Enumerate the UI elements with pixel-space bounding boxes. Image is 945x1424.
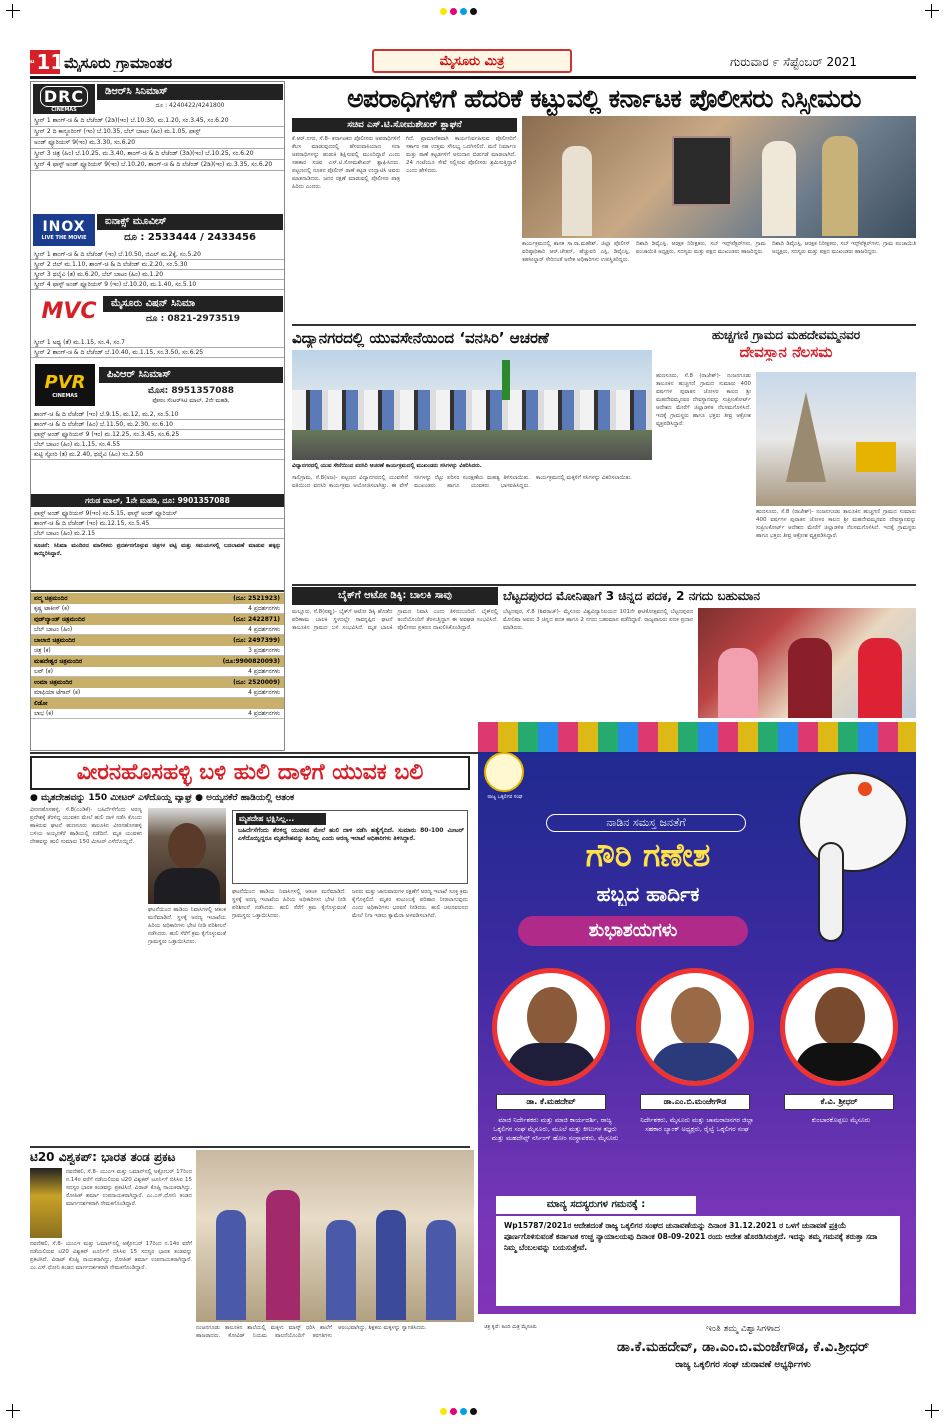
cinema-note: ಸೂಚನೆ: ಸಿನಿಮಾ ಮಂದಿರದ ಮಾಲೀಕರು ಪ್ರದರ್ಶನಗೊಳ್ಳುವ ಚಿತ್ರಗಳ ಪಟ್ಟಿ ಮತ್ತು ಸಮಯಗಳಲ್ಲಿ ಬದಲಾವಣೆ ಮಾಡುವ ಹಕ್ಕನ್ನು ಕಾಯ್ದಿರಿಸಿದ್ದಾರೆ. xyxy=(34,543,281,557)
theater-shows: 4 ಪ್ರದರ್ಶನಗಳು xyxy=(248,710,280,717)
story7-text-b: ನವದೆಹಲಿ, ಸೆ.8- ಯುಎಇ ಮತ್ತು ಒಮಾನ್‌ನಲ್ಲಿ ಅಕ್ಟೋಬರ್ 17ರಿಂದ ನ.14ರ ವರೆಗೆ ನಡೆಯಲಿರುವ ಟಿ20 ವಿಶ್ವಕಪ್ ಟೂರ್ನಿಗೆ ಬಿಸಿಸಿಐ 15 ಸದಸ್ಯರ ಭಾರತ ತಂಡವನ್ನು ಪ್ರಕಟಿಸಿದೆ. ವಿರಾಟ್ ಕೊಹ್ಲಿ ನಾಯಕರಾಗಿದ್ದು, ರೋಹಿತ್ ಶರ್ಮಾ ಉಪನಾಯಕರಾಗಿದ್ದಾರೆ. ಎಂ.ಎಸ್.ಧೋನಿ ತಂಡದ ಮಾರ್ಗದರ್ಶಕರಾಗಿ ನೇಮಕಗೊಂಡಿದ್ದಾರೆ. xyxy=(30,1241,192,1271)
page-label: ಪುಟ xyxy=(25,58,35,65)
face-shape xyxy=(671,987,721,1047)
person-1-name: ಡಾ. ಕೆ.ಮಹದೇವ್ xyxy=(496,1094,606,1110)
story1-subhead: ಸಚಿವ ಎಸ್.ಟಿ.ಸೋಮಶೇಖರ್ ಶ್ಲಾಘನೆ xyxy=(292,118,517,132)
student-shape xyxy=(216,1210,246,1320)
suit-shape xyxy=(651,1043,741,1086)
theater-name: ಬಾಲಾಜಿ ಚಿತ್ರಮಂದಿರ xyxy=(34,637,76,644)
page-number-badge xyxy=(25,50,65,74)
ganesha-illustration xyxy=(778,762,912,952)
drc-logo-text: DRC xyxy=(40,86,88,107)
story2-text: ಸಾಲಿಗ್ರಾಮ, ಸೆ.8(ಅಜ)- ಪಟ್ಟಣದ ವಿದ್ಯಾನಗರದಲ್ಲಿ ಯುವಸೇನೆ ವತಿಯಿಂದ ವನಸಿರಿ ಕಾರ್ಯಕ್ರಮ ಆಯೋಜಿಸಲಾಗಿತ್ತು. ಈ ವೇಳೆ ಸಸಿಗಳನ್ನು ನೆಟ್ಟು ಪರಿಸರ ಸಂರಕ್ಷಣೆಯ ಮಹತ್ವ ತಿಳಿಸಲಾಯಿತು. ಮುಖಂಡರು ಹಾಗೂ ಯುವಕರು ಭಾಗವಹಿಸಿದ್ದರು. ಕಾರ್ಯಕ್ರಮದಲ್ಲಿ ಮಕ್ಕಳಿಗೆ ಸಸಿಗಳನ್ನು ವಿತರಿಸಲಾಯಿತು. xyxy=(292,475,632,489)
story-divider xyxy=(292,324,916,326)
ad-greeting: ನಾಡಿನ ಸಮಸ್ತ ಜನತೆಗೆ xyxy=(546,814,746,832)
notice-text: Wp15787/2021ರ ಆದೇಶದಂತೆ ರಾಜ್ಯ ಒಕ್ಕಲಿಗರ ಸಂಘದ ಚುನಾವಣೆಯನ್ನು ದಿನಾಂಕ 31.12.2021 ರ ಒಳಗೆ ಚುನಾವಣೆ ಪ್ರಕ್ರಿಯೆ ಪೂರ್ಣಗೊಳಿಸುವಂತೆ ಕರ್ನಾಟಕ ಉಚ್ಚ ನ್ಯಾಯಾಲಯವು ದಿನಾಂಕ 08-09-2021 ರಂದು ಆದೇಶ ಹೊರಡಿಸಿರುತ್ತದೆ. ಇದನ್ನು ತಮ್ಮ ಗಮನಕ್ಕೆ ತರುತ್ತಾ ಸದಾ ನಿಮ್ಮ ಬೆಂಬಲವನ್ನು ಬಯಸುತ್ತೇವೆ. xyxy=(496,1216,900,1306)
plaque-shape xyxy=(672,136,732,206)
story7-headline: ಟಿ20 ವಿಶ್ವಕಪ್: ಭಾರತ ತಂಡ ಪ್ರಕಟ xyxy=(30,1150,176,1164)
theater-header xyxy=(31,656,284,667)
theater-name: ಪದ್ಮ ಚಿತ್ರಮಂದಿರ xyxy=(34,595,68,602)
schedule-row: ಫಾಸ್ಟ್ ಅಂಡ್ ಫ್ಯೂರಿಯಸ್ 9(ಇಂ) ಸಂ.5.15, ಫಾಸ್ಟ್ ಅಂಡ್ ಫ್ಯೂರಿಯಸ್ xyxy=(31,509,284,519)
theater-header xyxy=(31,635,284,646)
theater-name: ವುಡ್‌ಲ್ಯಾಂಡ್ ಚಿತ್ರಮಂದಿರ xyxy=(34,616,85,623)
schedule-row: ಸ್ಕ್ರೀನ್ 3 ಚಿತ್ರ (ಹಿಂ) ಬೆ.10.25, ಮ.3.40, ಶಾಂಗ್-ಚಿ & ದಿ ಲೆಜೆಂಡ್ (3ಡಿ)(ಇಂ) ಬೆ.10.25, ಸಂ.6.20 xyxy=(31,149,284,160)
masthead xyxy=(372,49,572,73)
schedule-row: ಕುಟ್ಟಿ ಸ್ಟೋರಿ (ತ) ಮ.2.40, ಥಲೈವಿ (ಹಿಂ) ಸಂ.2.50 xyxy=(31,450,284,460)
theater-header xyxy=(31,698,284,709)
story5-headline: ಬೆಟ್ಟದಪುರದ ಮೋನಿಷಾಗೆ 3 ಚಿನ್ನದ ಪದಕ, 2 ನಗದು ಬಹುಮಾನ xyxy=(503,589,761,603)
theater-movie: ಚಿತ್ರ (ಕ) xyxy=(34,647,51,654)
sidebar-text: ಬಹಿರ್ದೆಸೆಗೆಂದು ತೆರಳಿದ್ದ ಯುವಕನ ಮೇಲೆ ಹುಲಿ ದಾಳಿ ನಡೆಸಿ ಹತ್ಯೆಗೈದಿದೆ. ಸುಮಾರು 80-100 ಮೀಟರ್ ಎಳೆದೊಯ್ದಿದ್ದರೂ ಮೃತದೇಹವನ್ನು ತಿಂದಿಲ್ಲ ಎಂದು ಅರಣ್ಯ ಇಲಾಖೆ ಅಧಿಕಾರಿಗಳು ತಿಳಿಸಿದ್ದಾರೆ. xyxy=(238,827,464,842)
story6-text-col3: ಘಟನೆಯಿಂದ ಹಾಡಿಯ ನಿವಾಸಿಗಳಲ್ಲಿ ಆತಂಕ ಮನೆಮಾಡಿದೆ. ಸ್ಥಳಕ್ಕೆ ಅರಣ್ಯ ಇಲಾಖೆಯ ಹಿರಿಯ ಅಧಿಕಾರಿಗಳು ಭೇಟಿ ನೀಡಿ ಪರಿಶೀಲನೆ ನಡೆಸಿದರು. ಹುಲಿ ಸೆರೆಗೆ ಕ್ರಮ ಕೈಗೊಳ್ಳುವಂತೆ ಗ್ರಾಮಸ್ಥರು ಒತ್ತಾಯಿಸಿದರು. xyxy=(232,889,346,919)
story1-headline: ಅಪರಾಧಿಗಳಿಗೆ ಹೆದರಿಕೆ ಕಟ್ಟುವಲ್ಲಿ ಕರ್ನಾಟಕ ಪೊಲೀಸರು ನಿಸ್ಸೀಮರು xyxy=(347,84,861,113)
schedule-row: ಸ್ಕ್ರೀನ್ 4 ಫಾಸ್ಟ್ ಅಂಡ್ ಫ್ಯೂರಿಯಸ್ 9(ಇಂ) ಬೆ.10.20, ಶಾಂಗ್-ಚಿ & ದಿ ಲೆಜೆಂಡ್ (2ಡಿ)(ಇಂ) ಮ.3.35, ಸಂ.6.20 xyxy=(31,160,284,171)
story3-text-cont: ಹುಣಸೂರು, ಸೆ.8 (ರಾಜೇಶ್)- ನಂಜನಗೂಡು ತಾಲೂಕಿನ ಹುಚ್ಚಗಣಿ ಗ್ರಾಮದ ಸುಮಾರು 400 ವರ್ಷಗಳ ಪುರಾತನ ಚೋಳರ ಕಾಲದ ಶ್ರೀ ಮಹದೇವಮ್ಮನವರ ದೇವಸ್ಥಾನವನ್ನು ಸುಪ್ರೀಂಕೋರ್ಟ್ ಆದೇಶದ ಮೇರೆಗೆ ಜಿಲ್ಲಾಡಳಿತ ನೆಲಸಮಗೊಳಿಸಿದೆ. ಇದಕ್ಕೆ ಗ್ರಾಮಸ್ಥರು ಹಾಗೂ ಭಕ್ತರು ತೀವ್ರ ಆಕ್ರೋಶ ವ್ಯಕ್ತಪಡಿಸಿದ್ದಾರೆ. xyxy=(756,509,916,539)
person-shape xyxy=(718,648,758,718)
schedule-row: ಸ್ಕ್ರೀನ್ 2 ದಿ ಕಾನ್ಜೂರಿಂಗ್ (ಇಂ) ಬೆ.10.35, ಬೆಲ್ ಬಾಟಂ (ಹಿಂ) ಮ.1.05, ಫಾಸ್ಟ್ xyxy=(31,127,284,138)
story6-text-col2: ಘಟನೆಯಿಂದ ಹಾಡಿಯ ನಿವಾಸಿಗಳಲ್ಲಿ ಆತಂಕ ಮನೆಮಾಡಿದೆ. ಸ್ಥಳಕ್ಕೆ ಅರಣ್ಯ ಇಲಾಖೆಯ ಹಿರಿಯ ಅಧಿಕಾರಿಗಳು ಭೇಟಿ ನೀಡಿ ಪರಿಶೀಲನೆ ನಡೆಸಿದರು. ಹುಲಿ ಸೆರೆಗೆ ಕ್ರಮ ಕೈಗೊಳ್ಳುವಂತೆ ಗ್ರಾಮಸ್ಥರು ಒತ್ತಾಯಿಸಿದರು. xyxy=(148,907,226,945)
story6-headline: ವೀರನಹೊಸಹಳ್ಳಿ ಬಳಿ ಹುಲಿ ದಾಳಿಗೆ ಯುವಕ ಬಲಿ xyxy=(76,760,424,785)
registration-mark xyxy=(925,4,939,18)
schedule-row: ಸ್ಕ್ರೀನ್ 4 ಫಾಸ್ಟ್ ಅಂಡ್ ಫ್ಯೂರಿಯಸ್ 9 (ಇಂ) ಬೆ.10.20, ಮ.1.40, ಸಂ.5.10 xyxy=(31,280,284,290)
story4-text: ಮಲ್ಲೂರು, ಸೆ.8(ಪಪ್ಪು)- ಬೈಕ್‌ಗೆ ಆಟೋ ಡಿಕ್ಕಿ ಹೊಡೆದ ಪರಿಣಾಮ ಬಾಲಕಿ ಸ್ಥಳದಲ್ಲೇ ಸಾವನ್ನಪ್ಪಿದ ಘಟನೆ ತಾಲೂಕಿನ ಗ್ರಾಮದ ಬಳಿ ಸಂಭವಿಸಿದೆ. ಮೃತ ಬಾಲಕಿ ಗ್ರಾಮದ ನಿವಾಸಿ ಎಂದು ತಿಳಿದುಬಂದಿದೆ. ಬೈಕ್‌ನಲ್ಲಿ ತಂದೆಯೊಂದಿಗೆ ತೆರಳುತ್ತಿದ್ದಾಗ ಈ ಅವಘಡ ಸಂಭವಿಸಿದೆ. ಪೊಲೀಸರು ಪ್ರಕರಣ ದಾಖಲಿಸಿಕೊಂಡಿದ್ದಾರೆ. xyxy=(292,609,498,631)
portrait-2 xyxy=(636,968,754,1086)
suit-shape xyxy=(507,1043,597,1086)
story6-text-col1: ವೀರನಹೊಸಹಳ್ಳಿ, ಸೆ.8(ಎಂಡಿಕೆ)- ಬಹಿರ್ದೆಸೆಗೆಂದು ಅರಣ್ಯ ಪ್ರದೇಶಕ್ಕೆ ತೆರಳಿದ್ದ ಯುವಕನ ಮೇಲೆ ಹುಲಿ ದಾಳಿ ನಡೆಸಿ ಕೊಂದು ಹಾಕಿರುವ ಘಟನೆ ಹುಣಸೂರು ತಾಲೂಕಿನ ವೀರನಹೊಸಹಳ್ಳಿ ಬಳಿಯ ಅಯ್ಯನಕೆರೆ ಹಾಡಿಯಲ್ಲಿ ನಡೆದಿದೆ. ಮೃತ ಯುವಕನ ದೇಹವನ್ನು ಹುಲಿ ಸುಮಾರು 150 ಮೀಟರ್ ಎಳೆದೊಯ್ದಿದೆ. xyxy=(30,807,142,845)
teacher-shape xyxy=(266,1190,300,1320)
story1-text-col5: ದಿಶಾದಿ ಡಿವೈಎಸ್ಪಿ, ಆರಕ್ಷಕ ನಿರೀಕ್ಷಕರು, ಸಬ್ ಇನ್ಸ್‌ಪೆಕ್ಟರ್‌ಗಳು, ಗ್ರಾಮ ಪಂಚಾಯಿತಿ ಅಧ್ಯಕ್ಷರು, ಸದಸ್ಯರು ಮತ್ತು ಪಕ್ಷದ ಮುಖಂಡರು ಹಾಜರಿದ್ದರು. xyxy=(772,241,916,255)
temple-shape xyxy=(786,392,826,482)
theater-shows: 4 ಪ್ರದರ್ಶನಗಳು xyxy=(248,689,280,696)
inox-logo xyxy=(33,214,95,246)
theater-shows: 4 ಪ್ರದರ್ಶನಗಳು xyxy=(248,668,280,675)
theater-movie: ಬೆಲ್ ಬಾಟಂ (ಹಿಂ) xyxy=(34,626,73,633)
face-shape xyxy=(168,823,206,869)
theater-movie: ಕೃಷ್ಣ ಟಾಕೀಸ್ (ಕ) xyxy=(34,605,70,612)
sidebar-box xyxy=(232,810,468,884)
story4-headline: ಬೈಕ್‌ಗೆ ಆಟೋ ಡಿಕ್ಕಿ: ಬಾಲಕಿ ಸಾವು xyxy=(292,587,498,605)
schedule-row: ಫಾಸ್ಟ್ ಅಂಡ್ ಫ್ಯೂರಿಯಸ್ 9 (ಇಂ) ಮ.12.25, ಸಂ.3.45, ಸಂ.6.25 xyxy=(31,430,284,440)
police-person-shape xyxy=(822,136,858,236)
ad-footer-line3: ರಾಜ್ಯ ಒಕ್ಕಲಿಗರ ಸಂಘ ಚುನಾವಣೆ ಅಭ್ಯರ್ಥಿಗಳು xyxy=(675,1360,811,1370)
mvc-title: ಮೈಸೂರು ವಿಷನ್ ಸಿನಿಮಾ xyxy=(103,296,283,312)
face-shape xyxy=(527,987,577,1047)
notice-title: ಮಾನ್ಯ ಸದಸ್ಯರುಗಳ ಗಮನಕ್ಕೆ : xyxy=(496,1196,696,1214)
story1-text-col1: ಕೆ.ಆರ್.ನಗರ, ಸೆ.8- ಕರ್ನಾಟಕದ ಪೊಲೀಸರು ಅಪರಾಧಿಗಳಿಗೆ ಕೆಲಸ ಮಾಡುವುದರಲ್ಲಿ ಹೆಸರುವಾಸಿಯಾದ ಸದಾ ಅಪರಾಧಿಗಳನ್ನು ಹುಡುಕಿ ಶಿಕ್ಷಿಸುವಲ್ಲಿ ಮುಂದಿದ್ದಾರೆ ಎಂದು ಸಹಕಾರ ಸಚಿವ ಎಸ್.ಟಿ.ಸೋಮಶೇಖರ್ ಶ್ಲಾಘಿಸಿದರು. ಪಟ್ಟಣದಲ್ಲಿ ನೂತನ ಪೊಲೀಸ್ ಠಾಣೆ ಕಟ್ಟಡ ಉದ್ಘಾಟಿಸಿ ಅವರು ಮಾತನಾಡಿದರು. ಜನರ ರಕ್ಷಣೆ ಮಾಡುವಲ್ಲಿ ಪೊಲೀಸರ ಪಾತ್ರ ಹಿರಿದು ಎಂದರು. xyxy=(292,136,400,190)
pvr-title: ಪಿವಿಆರ್ ಸಿನಿಮಾಸ್ xyxy=(99,367,283,383)
ad-line2: ಹಬ್ಬದ ಹಾರ್ದಿಕ xyxy=(596,882,700,906)
pvr-logo-text: PVR xyxy=(44,371,86,393)
person-3-desc: ಕುಂಬಾರಕೊಪ್ಪಲು ಮೈಸೂರು xyxy=(811,1116,871,1124)
cinema-divider xyxy=(31,590,284,592)
page-number: 11 xyxy=(36,50,65,74)
ad-footer-left: ಚಿತ್ರ ಕೃಪೆ: ಹಿಂದಿ ಮಿತ್ರ ಮೈಸೂರು xyxy=(484,1324,537,1330)
header-rule xyxy=(30,76,916,79)
ganesha-tilak xyxy=(858,782,872,796)
inox-title: ಐನಾಕ್ಸ್ ಮೂವೀಸ್ xyxy=(97,214,283,230)
theater-phone: (ದೂ: 2520009) xyxy=(233,679,280,686)
theater-name: ಉಮಾ ಚಿತ್ರಮಂದಿರ xyxy=(34,679,73,686)
schedule-row: ಸ್ಕ್ರೀನ್ 2 ಶಾಂಗ್-ಚಿ & ದಿ ಲೆಜೆಂಡ್ ಬೆ.10.40, ಮ.1.15, ಸಂ.3.50, ಸಂ.6.25 xyxy=(31,348,284,358)
excavator-shape xyxy=(856,442,896,472)
issue-date: ಗುರುವಾರ ೯ ಸೆಪ್ಟೆಂಬರ್ 2021 xyxy=(730,55,858,69)
schedule-row: ಅಂಡ್ ಫ್ಯೂರಿಯಸ್ 9(ಇಂ) ಮ.3.30, ಸಂ.6.20 xyxy=(31,138,284,149)
theater-phone: (ದೂ: 2497399) xyxy=(233,637,280,644)
theater-header xyxy=(31,614,284,625)
story2-caption: ವಿದ್ಯಾನಗರದಲ್ಲಿ ಯುವ ಸೇನೆಯಿಂದ ವನಸಿರಿ ಆಚರಣೆ ಕಾರ್ಯಕ್ರಮದಲ್ಲಿ ಮುಖಂಡರು ಸಸಿಗಳನ್ನು ವಿತರಿಸಿದರು. xyxy=(292,463,482,469)
story3-headline-b: ದೇವಸ್ಥಾನ ನೆಲಸಮ xyxy=(739,343,833,361)
schedule-row: ಶಾಂಗ್-ಚಿ & ದಿ ಲೆಜೆಂಡ್ (ಇಂ) ಮ.12.15, ಸಂ.5.45 xyxy=(31,519,284,529)
theater-header xyxy=(31,593,284,604)
story1-text-col4: ದಿಶಾದಿ ಡಿವೈಎಸ್ಪಿ, ಆರಕ್ಷಕ ನಿರೀಕ್ಷಕರು, ಸಬ್ ಇನ್ಸ್‌ಪೆಕ್ಟರ್‌ಗಳು, ಗ್ರಾಮ ಪಂಚಾಯಿತಿ ಅಧ್ಯಕ್ಷರು, ಸದಸ್ಯರು ಮತ್ತು ಪಕ್ಷದ ಮುಖಂಡರು ಹಾಜರಿದ್ದರು. xyxy=(636,241,766,255)
person-shape xyxy=(562,146,592,236)
registration-mark xyxy=(6,1404,20,1418)
schedule-row: ಸ್ಕ್ರೀನ್ 2 ಜಿಲ್ ಮ.1.10, ಶಾಂಗ್-ಚಿ & ದಿ ಲೆಜೆಂಡ್ ಮ.2.20, ಸಂ.5.30 xyxy=(31,260,284,270)
ad-footer xyxy=(478,1314,916,1398)
victim-photo xyxy=(148,808,226,904)
ganesha-trunk xyxy=(818,842,844,942)
inox-logo-sub: LIVE THE MOVIE xyxy=(41,235,87,241)
portrait-3 xyxy=(780,968,898,1086)
person-shape xyxy=(858,638,902,718)
gold-cinema-title: ಗರುಡ ಮಾಲ್, 1ನೇ ಮಹಡಿ, ದೂ: 9901357088 xyxy=(31,494,284,507)
ad-title: ಗೌರಿ ಗಣೇಶ xyxy=(585,836,711,874)
schedule-row: ಬೆಲ್ ಬಾಟಂ (ಹಿಂ) ಮ.1.15, ಸಂ.4.55 xyxy=(31,440,284,450)
pvr-address: ಫೋರಂ ಸೆಂಟರ್‌ಸಿಟಿ ಮಾಲ್, 2ನೇ ಮಹಡಿ, xyxy=(152,398,230,404)
schedule-row: ಸ್ಕ್ರೀನ್ 1 ಶಾಂಗ್-ಚಿ & ದಿ ಲೆಜೆಂಡ್ (ಇಂ) ಬೆ.10.50, ಜಿಎಲ್ ಮ.2ಕ್ಕೆ, ಸಂ.5.20 xyxy=(31,250,284,260)
student-shape xyxy=(376,1210,406,1320)
drc-logo-sub: CINEMAS xyxy=(51,106,77,113)
story3-headline xyxy=(656,328,916,368)
section-title: ಮೈಸೂರು ಗ್ರಾಮಾಂತರ xyxy=(64,54,173,72)
story1-text-col2: ಗಿದೆ. ಪ್ರಾಮಾಣಿಕವಾಗಿ ಕಾರ್ಯನಿರ್ವಹಿಸುವ ಪೊಲೀಸರಿಗೆ ಸರ್ಕಾರ ಸಹ ಉತ್ತಮ ಸೌಲಭ್ಯ ಒದಗಿಸಲಿದೆ. ಮನೆ ನಿರ್ಮಾಣ ಮತ್ತು ಠಾಣೆ ಕಟ್ಟಡಗಳಿಗೆ ಅನುದಾನ ಬಿಡುಗಡೆ ಮಾಡಲಾಗಿದೆ. 24 ಗಂಟೆಯೂ ಸೇವೆ ಸಲ್ಲಿಸುವ ಪೊಲೀಸರು ಶ್ರಮಿಸುತ್ತಿದ್ದಾರೆ ಎಂದು ಹೇಳಿದರು. xyxy=(406,136,516,174)
story-divider xyxy=(292,584,916,586)
face-shape xyxy=(815,987,865,1047)
pvr-logo-sub: CINEMAS xyxy=(52,392,78,399)
theater-movie: ಲವ್ (ಕ) xyxy=(34,668,53,675)
color-bar-top xyxy=(440,8,477,15)
theater-phone: (ದೂ: 2521923) xyxy=(233,595,280,602)
ad-footer-line1: ಇಂತಿ ತಮ್ಮ ವಿಶ್ವಾಸಿಗಳಾದ xyxy=(706,1324,780,1334)
ganesha-head xyxy=(798,772,908,872)
theater-show xyxy=(31,688,284,698)
student-shape xyxy=(426,1220,456,1320)
theater-list xyxy=(31,593,284,719)
inox-logo-text: INOX xyxy=(42,219,86,235)
school-photo-caption: ನಂಜನಗೂಡು ತಾಲೂಕಿನ ಶಾಲೆಯಲ್ಲಿ ಮಕ್ಕಳು ಮಾಸ್ಕ್ ಧರಿಸಿ ಶಾಲೆಗೆ ಹಾಜರಾದರು. ಕೋವಿಡ್ ನಿಯಮ ಪಾಲನೆಯೊಂದಿಗೆ ತರಗತಿಗಳು ಆರಂಭವಾಗಿದ್ದು, ಶಿಕ್ಷಕರು ಮಕ್ಕಳನ್ನು ಸ್ವಾಗತಿಸಿದರು. xyxy=(196,1325,427,1339)
story-divider xyxy=(30,1146,470,1148)
pvr-logo xyxy=(35,364,95,406)
theater-show xyxy=(31,646,284,656)
gold-schedule xyxy=(31,509,284,539)
story6-text-col4: ಜನರು ಮತ್ತು ಜಾನುವಾರುಗಳ ರಕ್ಷಣೆಗೆ ಅರಣ್ಯ ಇಲಾಖೆ ಸೂಕ್ತ ಕ್ರಮ ಕೈಗೊಳ್ಳಲಿದೆ. ಮೃತರ ಕುಟುಂಬಕ್ಕೆ ಪರಿಹಾರ ನೀಡಲಾಗುವುದು ಎಂದು ಅಧಿಕಾರಿಗಳು ಭರವಸೆ ನೀಡಿದರು. ಹುಲಿ ಚಲನವಲನದ ಮೇಲೆ ನಿಗಾ ಇಡಲು ಕ್ಯಾಮೆರಾ ಅಳವಡಿಸಲಾಗಿದೆ. xyxy=(352,889,468,919)
theater-shows: 4 ಪ್ರದರ್ಶನಗಳು xyxy=(248,605,280,612)
theater-show xyxy=(31,709,284,719)
mvc-logo: MVC xyxy=(41,298,97,324)
person-shape xyxy=(762,141,796,236)
drc-schedule xyxy=(31,116,284,171)
mvc-phone: ದೂ : 0821-2973519 xyxy=(145,314,241,324)
theater-name: ಲಿಡೋ xyxy=(34,700,48,707)
portrait-1 xyxy=(492,968,610,1086)
sapling-shape xyxy=(502,360,510,400)
schedule-row: ಶಾಂಗ್-ಚಿ & ದಿ ಲೆಜೆಂಡ್ (ಇಂ) ಬೆ.9.15, ಮ.12, ಮ.2, ಸಂ.5.10 xyxy=(31,410,284,420)
inox-schedule xyxy=(31,250,284,290)
sidebar-title: ಮೃತದೇಹ ಭಕ್ಷಿಸಿಲ್ಲ... xyxy=(236,813,326,825)
school-photo xyxy=(196,1150,474,1322)
shirt-shape xyxy=(795,1043,885,1086)
schedule-row: ಸ್ಕ್ರೀನ್ 1 ಅಧ್ಯ (ತೆ) ಮ.1.15, ಸಂ.4, ಸಂ.7 xyxy=(31,338,284,348)
theater-show xyxy=(31,604,284,614)
drc-phone: ದೂ : 4240422/4241800 xyxy=(155,102,225,109)
story6-subhead: ● ಮೃತದೇಹವನ್ನು 150 ಮೀಟರ್ ಎಳೆದೊಯ್ದ ವ್ಯಾಘ್ರ ● ಅಯ್ಯನಕೆರೆ ಹಾಡಿಯಲ್ಲಿ ಆತಂಕ xyxy=(30,793,295,803)
story7-text-a: ನವದೆಹಲಿ, ಸೆ.8- ಯುಎಇ ಮತ್ತು ಒಮಾನ್‌ನಲ್ಲಿ ಅಕ್ಟೋಬರ್ 17ರಿಂದ ನ.14ರ ವರೆಗೆ ನಡೆಯಲಿರುವ ಟಿ20 ವಿಶ್ವಕಪ್ ಟೂರ್ನಿಗೆ ಬಿಸಿಸಿಐ 15 ಸದಸ್ಯರ ಭಾರತ ತಂಡವನ್ನು ಪ್ರಕಟಿಸಿದೆ. ವಿರಾಟ್ ಕೊಹ್ಲಿ ನಾಯಕರಾಗಿದ್ದು, ರೋಹಿತ್ ಶರ್ಮಾ ಉಪನಾಯಕರಾಗಿದ್ದಾರೆ. ಎಂ.ಎಸ್.ಧೋನಿ ತಂಡದ ಮಾರ್ಗದರ್ಶಕರಾಗಿ ನೇಮಕಗೊಂಡಿದ್ದಾರೆ. xyxy=(66,1169,192,1207)
festival-ad xyxy=(478,722,916,1398)
ad-line3: ಶುಭಾಶಯಗಳು xyxy=(518,916,748,946)
person-1-desc: ಮಾಜಿ ನಿರ್ದೇಶಕರು ಮತ್ತು ಮಾಜಿ ಕಾರ್ಯದರ್ಶಿ, ರಾಜ್ಯ ಒಕ್ಕಲಿಗರ ಸಂಘ ಮೈಸೂರು, ಮೂಲೆ ಮತ್ತು ಕೀಲುಗಳ ತಜ್ಞರು ಮತ್ತು ಮಹದೇವ್ಸ್ ನರ್ಸಿಂಗ್ ಹೋಂ ಸಂಸ್ಥಾಪಕರು, ಮೈಸೂರು xyxy=(491,1116,619,1142)
theater-shows: 3 ಪ್ರದರ್ಶನಗಳು xyxy=(248,647,280,654)
crowd-shape xyxy=(292,390,652,430)
theater-show xyxy=(31,667,284,677)
story1-photo xyxy=(522,116,916,238)
story-divider xyxy=(30,752,502,754)
pvr-schedule xyxy=(31,410,284,460)
theater-phone: (ದೂ: 2422871) xyxy=(233,616,280,623)
theater-name: ಮಹದೇಶ್ವರ ಚಿತ್ರಮಂದಿರ xyxy=(34,658,83,665)
shirt-shape xyxy=(154,868,220,904)
cinema-listings xyxy=(30,81,285,751)
drc-title: ಡಿಆರ್‌ಸಿ ಸಿನಿಮಾಸ್ xyxy=(97,84,283,100)
registration-mark xyxy=(6,4,20,18)
story3-photo xyxy=(756,372,916,506)
theater-show xyxy=(31,625,284,635)
story2-headline: ವಿದ್ಯಾನಗರದಲ್ಲಿ ಯುವಸೇನೆಯಿಂದ ‘ವನಸಿರಿ’ ಆಚರಣೆ xyxy=(292,329,549,347)
story5-text: ಬೆಟ್ಟದಪುರ, ಸೆ.8 (ಶಿವರಾಜ್)- ಮೈಸೂರು ವಿಶ್ವವಿದ್ಯಾನಿಲಯದ 101ನೇ ಘಟಿಕೋತ್ಸವದಲ್ಲಿ ಬೆಟ್ಟದಪುರದ ಮೋನಿಷಾ ಅವರು 3 ಚಿನ್ನದ ಪದಕ ಹಾಗೂ 2 ನಗದು ಬಹುಮಾನ ಪಡೆದಿದ್ದಾರೆ. ರಾಜ್ಯಪಾಲರು ಪದಕ ಪ್ರದಾನ ಮಾಡಿದರು. xyxy=(503,609,693,631)
theater-movie: ಲಾಭ (ಕ) xyxy=(34,710,54,717)
ad-footer-names: ಡಾ.ಕೆ.ಮಹದೇವ್, ಡಾ.ಎಂ.ಬಿ.ಮಂಜೇಗೌಡ, ಕೆ.ವಿ.ಶ್ರೀಧರ್ xyxy=(617,1340,869,1355)
schedule-row: ಶಾಂಗ್-ಚಿ & ದಿ ಲೆಜೆಂಡ್ (ಹಿಂ) ಬೆ.11.50, ಮ.2.30, ಸಂ.6.10 xyxy=(31,420,284,430)
bunting xyxy=(478,722,916,752)
theater-movie: ಮಾಫಿಯಾ ಟೆಗಾನ್ (ಕ) xyxy=(34,689,81,696)
registration-mark xyxy=(925,1404,939,1418)
story5-photo xyxy=(698,608,916,718)
association-logo xyxy=(484,752,524,792)
schedule-row: ಸ್ಕ್ರೀನ್ 1 ಶಾಂಗ್-ಚಿ & ದಿ ಲೆಜೆಂಡ್ (2ಡಿ)(ಇಂ) ಬೆ.10.30, ಮ.1.20, ಸಂ.3.45, ಸಂ.6.20 xyxy=(31,116,284,127)
masthead-text: ಮೈಸೂರು ಮಿತ್ರ xyxy=(439,53,505,69)
person-2-desc: ನಿರ್ದೇಶಕರು, ಮೈಸೂರು ಮತ್ತು ಚಾಮರಾಜನಗರ ಜಿಲ್ಲಾ ಸಹಕಾರ ಬ್ಯಾಂಕ್ ಅಧ್ಯಕ್ಷರು, ರೈಲ್ವೆ ಒಕ್ಕಲಿಗರ ಸಂಘ xyxy=(640,1116,754,1133)
color-bar-bottom xyxy=(440,1408,477,1415)
trophy-photo xyxy=(30,1168,62,1238)
person-3-name: ಕೆ.ವಿ. ಶ್ರೀಧರ್ xyxy=(784,1094,894,1110)
story2-photo xyxy=(292,350,652,460)
pvr-phone: ಮೊಸ: 8951357088 xyxy=(147,386,234,396)
story3-headline-a: ಹುಚ್ಚಗಣಿ ಗ್ರಾಮದ ಮಹದೇವಮ್ಮನವರ xyxy=(711,328,861,342)
story3-text: ಹುಣಸೂರು, ಸೆ.8 (ರಾಜೇಶ್)- ನಂಜನಗೂಡು ತಾಲೂಕಿನ ಹುಚ್ಚಗಣಿ ಗ್ರಾಮದ ಸುಮಾರು 400 ವರ್ಷಗಳ ಪುರಾತನ ಚೋಳರ ಕಾಲದ ಶ್ರೀ ಮಹದೇವಮ್ಮನವರ ದೇವಸ್ಥಾನವನ್ನು ಸುಪ್ರೀಂಕೋರ್ಟ್ ಆದೇಶದ ಮೇರೆಗೆ ಜಿಲ್ಲಾಡಳಿತ ನೆಲಸಮಗೊಳಿಸಿದೆ. ಇದಕ್ಕೆ ಗ್ರಾಮಸ್ಥರು ಹಾಗೂ ಭಕ್ತರು ತೀವ್ರ ಆಕ್ರೋಶ ವ್ಯಕ್ತಪಡಿಸಿದ್ದಾರೆ. xyxy=(656,373,751,427)
association-logo-text: ರಾಜ್ಯ ಒಕ್ಕಲಿಗರ ಸಂಘ xyxy=(487,794,523,800)
story6-headline-box xyxy=(30,756,470,790)
schedule-row: ಸ್ಕ್ರೀನ್ 3 ಥಲೈವಿ (ತ) ಮ.6.20, ಬೆಲ್ ಬಾಟಂ (ಹಿಂ) ಮ.1.20 xyxy=(31,270,284,280)
theater-phone: (ದೂ:9900820093) xyxy=(222,658,280,665)
story1-text-col3: ಕಾರ್ಯಕ್ರಮದಲ್ಲಿ ಶಾಸಕ ಸಾ.ರಾ.ಮಹೇಶ್, ಜಿಲ್ಲಾ ಪೊಲೀಸ್ ವರಿಷ್ಠಾಧಿಕಾರಿ ಆರ್.ಚೇತನ್, ಹೆಚ್ಚುವರಿ ಎಸ್ಪಿ, ಡಿವೈಎಸ್ಪಿ, ತಹಸೀಲ್ದಾರ್ ಸೇರಿದಂತೆ ಅನೇಕ ಅಧಿಕಾರಿಗಳು ಉಪಸ್ಥಿತರಿದ್ದರು. xyxy=(522,241,630,263)
theater-header xyxy=(31,677,284,688)
inox-phone: ದೂ : 2533444 / 2433456 xyxy=(124,232,256,243)
mvc-schedule xyxy=(31,338,284,358)
drc-logo xyxy=(33,84,95,114)
theater-shows: 4 ಪ್ರದರ್ಶನಗಳು xyxy=(248,626,280,633)
person-2-name: ಡಾ.ಎಂ.ಬಿ.ಮಂಜೇಗೌಡ xyxy=(640,1094,750,1110)
person-shape xyxy=(788,638,832,718)
student-shape xyxy=(326,1220,356,1320)
schedule-row: ಬೆಲ್ ಬಾಟಂ (ಹಿಂ) ಮ.2.15 xyxy=(31,529,284,539)
